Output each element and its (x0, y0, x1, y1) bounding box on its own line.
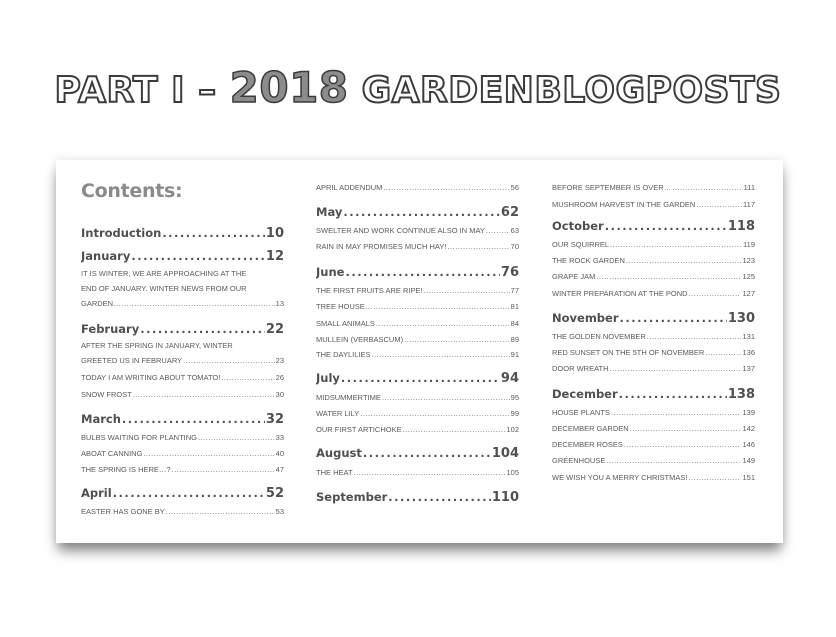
toc-page-number: 26 (275, 373, 284, 382)
dot-leader (166, 507, 275, 516)
dot-leader (140, 322, 265, 336)
toc-page-number: 12 (265, 249, 284, 264)
dot-leader (672, 183, 742, 192)
toc-entry[interactable] (316, 302, 519, 311)
toc-entry-title: WINTER PREPARATION AT THE POND (552, 289, 688, 298)
toc-entry-title: GREETED US IN FEBRUARY (81, 356, 183, 365)
toc-entry-title: ABOAT CANNING (81, 449, 143, 458)
toc-entry-title: OUR SQUIRREL (552, 240, 610, 249)
toc-entry-title: MUSHROOM HARVEST IN THE GARDEN (552, 200, 696, 209)
dot-leader (611, 408, 742, 417)
toc-page-number: 149 (742, 456, 755, 465)
toc-heading-july[interactable] (316, 371, 519, 386)
dot-leader (363, 446, 491, 460)
toc-heading-title: January (81, 249, 131, 263)
toc-page-number: 30 (275, 390, 284, 399)
toc-page-number: 123 (742, 256, 755, 265)
dot-leader (624, 440, 742, 449)
toc-page-number: 81 (510, 302, 519, 311)
dot-leader (596, 272, 741, 281)
toc-entry-title: DECEMBER GARDEN (552, 424, 629, 433)
dot-leader (345, 265, 499, 279)
toc-page-number: 104 (491, 446, 519, 461)
toc-page-number: 53 (275, 507, 284, 516)
dot-leader (221, 373, 274, 382)
dot-leader (383, 183, 509, 192)
toc-entry[interactable] (316, 183, 519, 192)
toc-entry-title: GARDEN. (81, 299, 116, 308)
toc-page-number: 94 (500, 371, 519, 386)
heading-part: PART I – (54, 70, 217, 111)
toc-entry[interactable] (552, 440, 755, 449)
toc-page-number: 99 (510, 409, 519, 418)
toc-heading-april[interactable] (81, 486, 284, 501)
toc-entry[interactable] (81, 373, 284, 382)
toc-entry-title: TREE HOUSE… (316, 302, 373, 311)
toc-entry-title: MIDSUMMERTIME (316, 393, 381, 402)
toc-entry-title: THE ROCK GARDEN (552, 256, 625, 265)
toc-entry[interactable] (316, 335, 519, 344)
toc-page-number: 76 (500, 265, 519, 280)
page-heading (0, 58, 836, 121)
toc-entry-title: SMALL ANIMALS (316, 319, 375, 328)
dot-leader (610, 240, 742, 249)
toc-page-number: 125 (742, 272, 755, 281)
toc-page-number: 40 (275, 449, 284, 458)
dot-leader (630, 424, 742, 433)
dot-leader (113, 486, 265, 500)
dot-leader (403, 425, 506, 434)
toc-heading-october[interactable] (552, 219, 755, 234)
dot-leader (620, 311, 727, 325)
toc-entry-title: HOUSE PLANTS (552, 408, 610, 417)
toc-entry[interactable] (81, 507, 284, 516)
toc-page-number: 23 (275, 356, 284, 365)
toc-page-number: 52 (265, 486, 284, 501)
toc-entry[interactable] (81, 465, 284, 474)
dot-leader (688, 473, 741, 482)
toc-entry-line[interactable]: IT IS WINTER, WE ARE APPROACHING AT THE (81, 269, 247, 278)
toc-entry-title: THE SPRING IS HERE…? (81, 465, 171, 474)
toc-entry-title: THE HEAT (316, 468, 353, 477)
toc-entry[interactable] (81, 449, 284, 458)
toc-entry[interactable] (552, 348, 755, 357)
toc-page-number: 111 (743, 183, 755, 192)
toc-page-number: 139 (742, 408, 755, 417)
toc-entry[interactable] (316, 226, 519, 235)
toc-heading-june[interactable] (316, 265, 519, 280)
dot-leader (122, 412, 265, 426)
toc-page-number: 13 (275, 299, 284, 308)
toc-heading-title: May (316, 205, 343, 219)
toc-page-number: 89 (510, 335, 519, 344)
toc-page-number: 56 (510, 183, 519, 192)
toc-page-number: 130 (727, 311, 755, 326)
toc-heading-september[interactable] (316, 490, 519, 505)
dot-leader (343, 205, 500, 219)
dot-leader (143, 449, 274, 458)
toc-entry[interactable] (552, 456, 755, 465)
dot-leader (424, 286, 510, 295)
toc-entry[interactable] (552, 332, 755, 341)
toc-entry[interactable] (81, 433, 284, 442)
toc-page-number: 131 (742, 332, 755, 341)
toc-page-number: 77 (510, 286, 519, 295)
toc-entry[interactable] (81, 299, 284, 308)
toc-page-number: 91 (510, 350, 519, 359)
toc-entry[interactable] (552, 473, 755, 482)
toc-heading-title: July (316, 371, 340, 385)
dot-leader (183, 356, 275, 365)
toc-entry-line[interactable]: AFTER THE SPRING IN JANUARY, WINTER (81, 341, 233, 350)
toc-heading-title: June (316, 265, 345, 279)
toc-heading-title: October (552, 219, 604, 233)
toc-entry[interactable] (552, 424, 755, 433)
toc-entry[interactable] (81, 390, 284, 399)
toc-page-number: 70 (510, 242, 519, 251)
dot-leader (626, 256, 742, 265)
dot-leader (619, 387, 727, 401)
toc-entry[interactable] (316, 350, 519, 359)
toc-heading-introduction[interactable] (81, 226, 284, 241)
toc-page-number: 136 (742, 348, 755, 357)
dot-leader (382, 393, 510, 402)
toc-entry[interactable] (552, 200, 755, 209)
toc-entry-title: EASTER HAS GONE BY (81, 507, 165, 516)
toc-heading-title: November (552, 311, 619, 325)
dot-leader (341, 371, 500, 385)
dot-leader (376, 319, 510, 328)
toc-page-number: 142 (742, 424, 755, 433)
toc-entry-title: DECEMBER ROSES (552, 440, 623, 449)
toc-heading-title: August (316, 446, 362, 460)
toc-entry-title: THE DAYLILIES (316, 350, 371, 359)
toc-entry-title: SWELTER AND WORK CONTINUE ALSO IN MAY (316, 226, 485, 235)
contents-title: Contents: (81, 180, 183, 202)
toc-entry[interactable] (316, 409, 519, 418)
dot-leader (360, 409, 509, 418)
toc-heading-january[interactable] (81, 249, 284, 264)
toc-heading-december[interactable] (552, 387, 755, 402)
toc-entry-title: MULLEIN (VERBASCUM) (316, 335, 404, 344)
dot-leader (371, 350, 509, 359)
toc-page-number: 47 (275, 465, 284, 474)
toc-entry-title: TODAY I AM WRITING ABOUT TOMATO! (81, 373, 221, 382)
toc-page-number: 127 (742, 289, 755, 298)
toc-page-number: 117 (743, 200, 755, 209)
toc-entry-title: THE FIRST FRUITS ARE RIPE! (316, 286, 423, 295)
toc-heading-title: Introduction (81, 226, 162, 240)
toc-entry-title: BULBS WAITING FOR PLANTING (81, 433, 197, 442)
dot-leader (373, 302, 509, 311)
toc-page-number: 22 (265, 322, 284, 337)
dot-leader (447, 242, 509, 251)
toc-page-number: 62 (500, 205, 519, 220)
toc-entry-title: GRAPE JAM (552, 272, 596, 281)
toc-entry[interactable] (316, 393, 519, 402)
toc-entry[interactable] (552, 240, 755, 249)
toc-page-number: 32 (265, 412, 284, 427)
toc-entry[interactable] (552, 272, 755, 281)
toc-entry-title: WE WISH YOU A MERRY CHRISTMAS! (552, 473, 688, 482)
dot-leader (116, 299, 274, 308)
toc-page-number: 63 (510, 226, 519, 235)
dot-leader (647, 332, 742, 341)
toc-entry-title: BEFORE SEPTEMBER IS OVER… (552, 183, 672, 192)
toc-heading-november[interactable] (552, 311, 755, 326)
dot-leader (133, 390, 275, 399)
toc-page-number: 105 (506, 468, 519, 477)
toc-heading-may[interactable] (316, 205, 519, 220)
toc-heading-title: December (552, 387, 618, 401)
toc-page-number: 95 (510, 393, 519, 402)
toc-entry[interactable] (552, 183, 755, 192)
toc-page-number: 119 (743, 240, 755, 249)
toc-page-number: 146 (742, 440, 755, 449)
heading-topic: GARDENBLOGPOSTS (361, 70, 782, 111)
toc-entry-title: GREENHOUSE (552, 456, 606, 465)
heading-year: 2018 (229, 63, 349, 112)
toc-entry-title: OUR FIRST ARTICHOKE (316, 425, 402, 434)
toc-page-number: 102 (506, 425, 519, 434)
dot-leader (486, 226, 510, 235)
dot-leader (198, 433, 275, 442)
toc-entry-title: APRIL ADDENDUM (316, 183, 383, 192)
dot-leader (605, 219, 727, 233)
toc-heading-march[interactable] (81, 412, 284, 427)
toc-heading-title: March (81, 412, 121, 426)
dot-leader (404, 335, 510, 344)
dot-leader (705, 348, 741, 357)
toc-entry-title: DOOR WREATH (552, 364, 609, 373)
toc-entry[interactable] (316, 319, 519, 328)
dot-leader (606, 456, 741, 465)
toc-heading-title: September (316, 490, 388, 504)
toc-page-number: 137 (742, 364, 755, 373)
toc-page-number: 33 (275, 433, 284, 442)
toc-heading-title: February (81, 322, 140, 336)
toc-entry-title: RAIN IN MAY PROMISES MUCH HAY! (316, 242, 447, 251)
toc-entry-title: THE GOLDEN NOVEMBER (552, 332, 646, 341)
toc-entry-title: SNOW FROST (81, 390, 132, 399)
toc-heading-title: April (81, 486, 112, 500)
toc-page-number: 118 (727, 219, 755, 234)
toc-page-number: 151 (742, 473, 755, 482)
toc-entry[interactable] (552, 408, 755, 417)
toc-entry-title: WATER LILY (316, 409, 360, 418)
toc-entry[interactable] (81, 356, 284, 365)
contents-page (56, 160, 783, 543)
dot-leader (610, 364, 742, 373)
dot-leader (354, 468, 506, 477)
dot-leader (172, 465, 275, 474)
dot-leader (162, 226, 265, 240)
toc-page-number: 84 (510, 319, 519, 328)
toc-heading-august[interactable] (316, 446, 519, 461)
toc-page-number: 138 (727, 387, 755, 402)
dot-leader (388, 490, 491, 504)
toc-heading-february[interactable] (81, 322, 284, 337)
dot-leader (689, 289, 742, 298)
toc-entry-line[interactable]: END OF JANUARY. WINTER NEWS FROM OUR (81, 284, 247, 293)
toc-entry[interactable] (552, 289, 755, 298)
toc-entry[interactable] (552, 364, 755, 373)
dot-leader (696, 200, 742, 209)
toc-page-number: 10 (265, 226, 284, 241)
toc-entry[interactable] (316, 425, 519, 434)
toc-entry[interactable] (552, 256, 755, 265)
toc-entry[interactable] (316, 468, 519, 477)
toc-entry-title: RED SUNSET ON THE 5TH OF NOVEMBER (552, 348, 705, 357)
toc-entry[interactable] (316, 242, 519, 251)
toc-entry[interactable] (316, 286, 519, 295)
toc-page-number: 110 (491, 490, 519, 505)
dot-leader (131, 249, 265, 263)
